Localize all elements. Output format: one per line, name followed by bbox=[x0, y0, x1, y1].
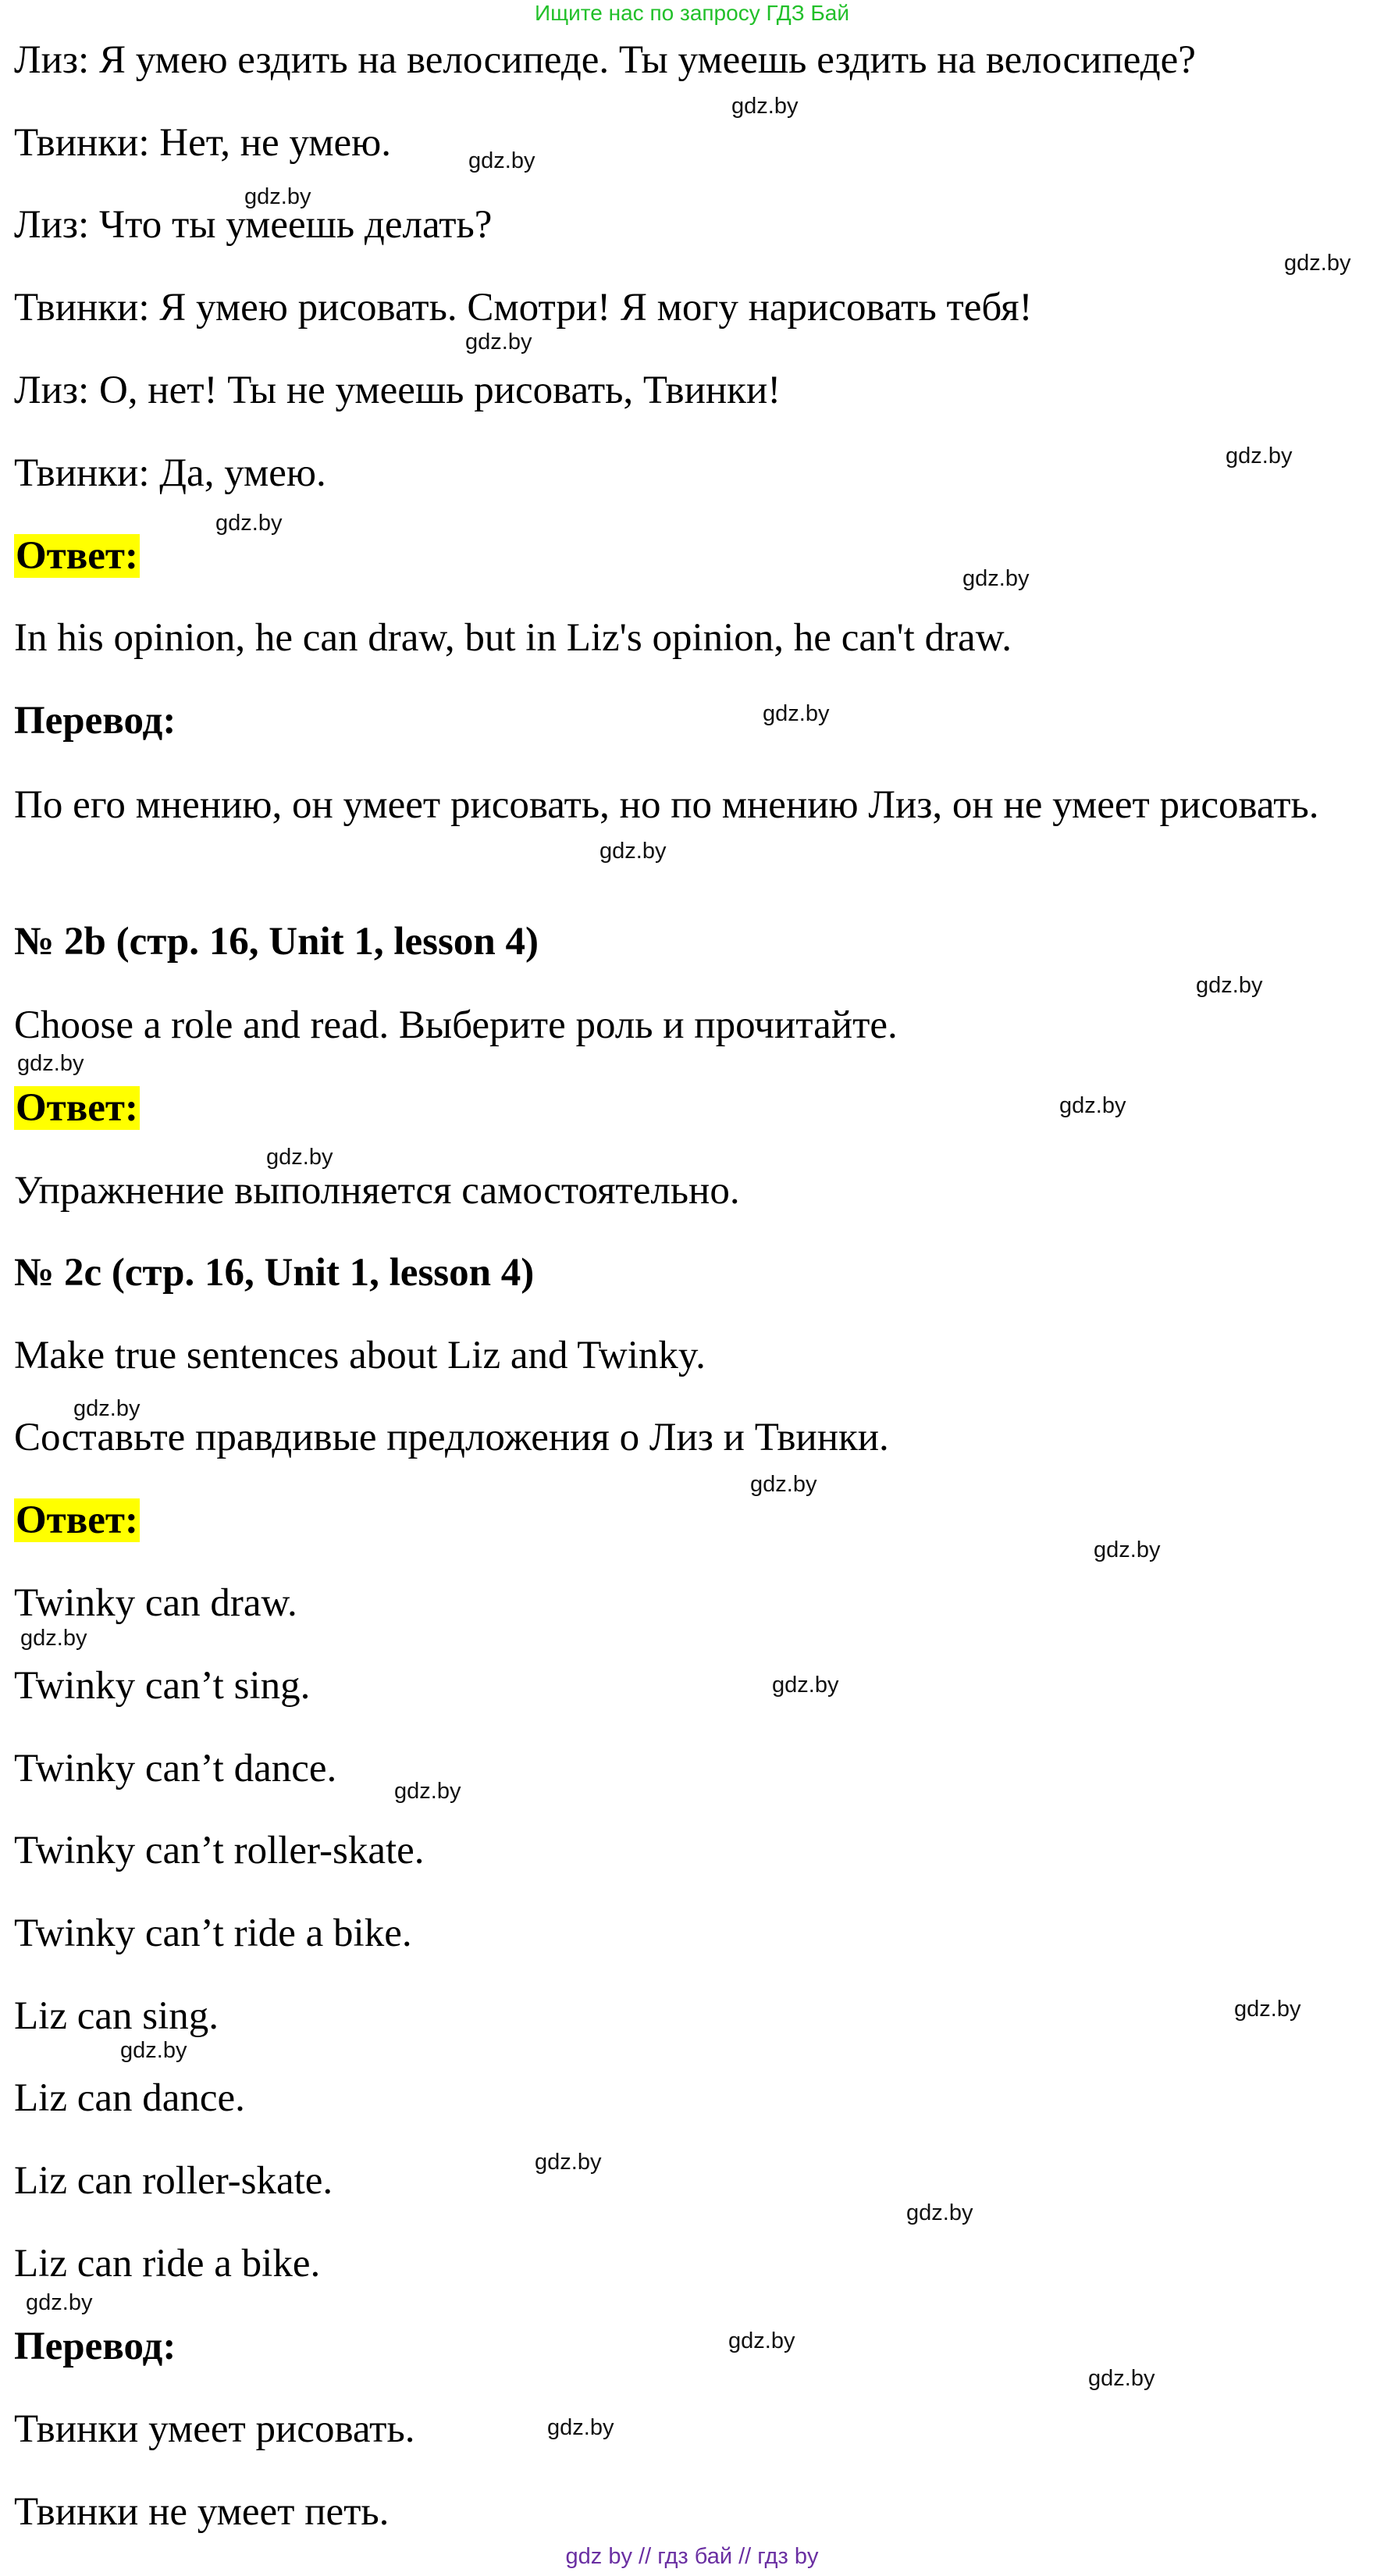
section-heading-2c: № 2c (стр. 16, Unit 1, lesson 4) bbox=[14, 1251, 535, 1295]
answer-label bbox=[14, 1085, 140, 1131]
watermark: gdz.by bbox=[763, 701, 830, 726]
dialogue-line: Твинки: Нет, не умею. bbox=[14, 121, 391, 165]
watermark: gdz.by bbox=[120, 2038, 187, 2063]
answer-label bbox=[14, 533, 140, 579]
watermark: gdz.by bbox=[465, 330, 532, 355]
watermark: gdz.by bbox=[394, 1779, 461, 1804]
dialogue-line: Лиз: О, нет! Ты не умеешь рисовать, Твинки! bbox=[14, 369, 781, 412]
watermark: gdz.by bbox=[20, 1626, 87, 1651]
top-banner[interactable]: Ищите нас по запросу ГДЗ Бай bbox=[534, 1, 850, 25]
watermark: gdz.by bbox=[266, 1145, 333, 1170]
answer-label bbox=[14, 1497, 140, 1544]
watermark: gdz.by bbox=[547, 2415, 614, 2440]
translation-text: По его мнению, он умеет рисовать, но по мнению Лиз, он не умеет рисовать. bbox=[14, 783, 1319, 827]
task-text-en: Make true sentences about Liz and Twinky. bbox=[14, 1334, 706, 1377]
watermark: gdz.by bbox=[599, 839, 667, 864]
watermark: gdz.by bbox=[73, 1396, 141, 1421]
answer-text: In his opinion, he can draw, but in Liz's opinion, he can't draw. bbox=[14, 616, 1012, 660]
watermark: gdz.by bbox=[731, 94, 799, 119]
answer-label-text: Ответ: bbox=[16, 1086, 138, 1130]
watermark: gdz.by bbox=[1196, 973, 1263, 998]
answer-sentence: Liz can dance. bbox=[14, 2076, 245, 2120]
watermark: gdz.by bbox=[468, 148, 535, 173]
dialogue-line: Твинки: Да, умею. bbox=[14, 451, 326, 495]
translation-label: Перевод: bbox=[14, 699, 176, 743]
task-text: Choose a role and read. Выберите роль и прочитайте. bbox=[14, 1003, 898, 1047]
section-heading-2b: № 2b (стр. 16, Unit 1, lesson 4) bbox=[14, 920, 539, 964]
answer-label-text: Ответ: bbox=[16, 1498, 138, 1542]
dialogue-line: Лиз: Что ты умеешь делать? bbox=[14, 203, 493, 247]
watermark: gdz.by bbox=[1094, 1537, 1161, 1562]
watermark: gdz.by bbox=[1234, 1997, 1301, 2022]
translation-sentence: Твинки умеет рисовать. bbox=[14, 2407, 415, 2451]
answer-sentence: Twinky can’t dance. bbox=[14, 1747, 337, 1790]
answer-sentence: Liz can roller-skate. bbox=[14, 2159, 333, 2203]
watermark: gdz.by bbox=[772, 1673, 839, 1698]
footer-links[interactable]: gdz by // гдз бай // гдз by bbox=[565, 2544, 819, 2569]
watermark: gdz.by bbox=[26, 2290, 93, 2315]
answer-label-text: Ответ: bbox=[16, 534, 138, 578]
answer-text: Упражнение выполняется самостоятельно. bbox=[14, 1169, 740, 1213]
answer-sentence: Twinky can’t ride a bike. bbox=[14, 1912, 412, 1955]
dialogue-line: Твинки: Я умею рисовать. Смотри! Я могу нарисовать тебя! bbox=[14, 286, 1033, 330]
answer-sentence: Twinky can’t roller-skate. bbox=[14, 1829, 425, 1872]
watermark: gdz.by bbox=[215, 511, 283, 536]
answer-sentence: Twinky can draw. bbox=[14, 1581, 297, 1625]
watermark: gdz.by bbox=[728, 2328, 795, 2353]
watermark: gdz.by bbox=[906, 2200, 973, 2225]
watermark: gdz.by bbox=[17, 1051, 84, 1076]
translation-label: Перевод: bbox=[14, 2325, 176, 2368]
task-text-ru: Составьте правдивые предложения о Лиз и Твинки. bbox=[14, 1416, 889, 1459]
answer-sentence: Twinky can’t sing. bbox=[14, 1664, 311, 1708]
watermark: gdz.by bbox=[750, 1472, 817, 1497]
watermark: gdz.by bbox=[535, 2150, 602, 2175]
answer-sentence: Liz can ride a bike. bbox=[14, 2242, 321, 2286]
dialogue-line: Лиз: Я умею ездить на велосипеде. Ты умеешь ездить на велосипеде? bbox=[14, 38, 1196, 82]
watermark: gdz.by bbox=[1226, 444, 1293, 469]
translation-sentence: Твинки не умеет петь. bbox=[14, 2490, 390, 2534]
watermark: gdz.by bbox=[244, 184, 311, 209]
watermark: gdz.by bbox=[1088, 2366, 1155, 2391]
watermark: gdz.by bbox=[1059, 1093, 1126, 1118]
answer-sentence: Liz can sing. bbox=[14, 1994, 219, 2038]
watermark: gdz.by bbox=[962, 566, 1030, 591]
watermark: gdz.by bbox=[1284, 251, 1351, 276]
